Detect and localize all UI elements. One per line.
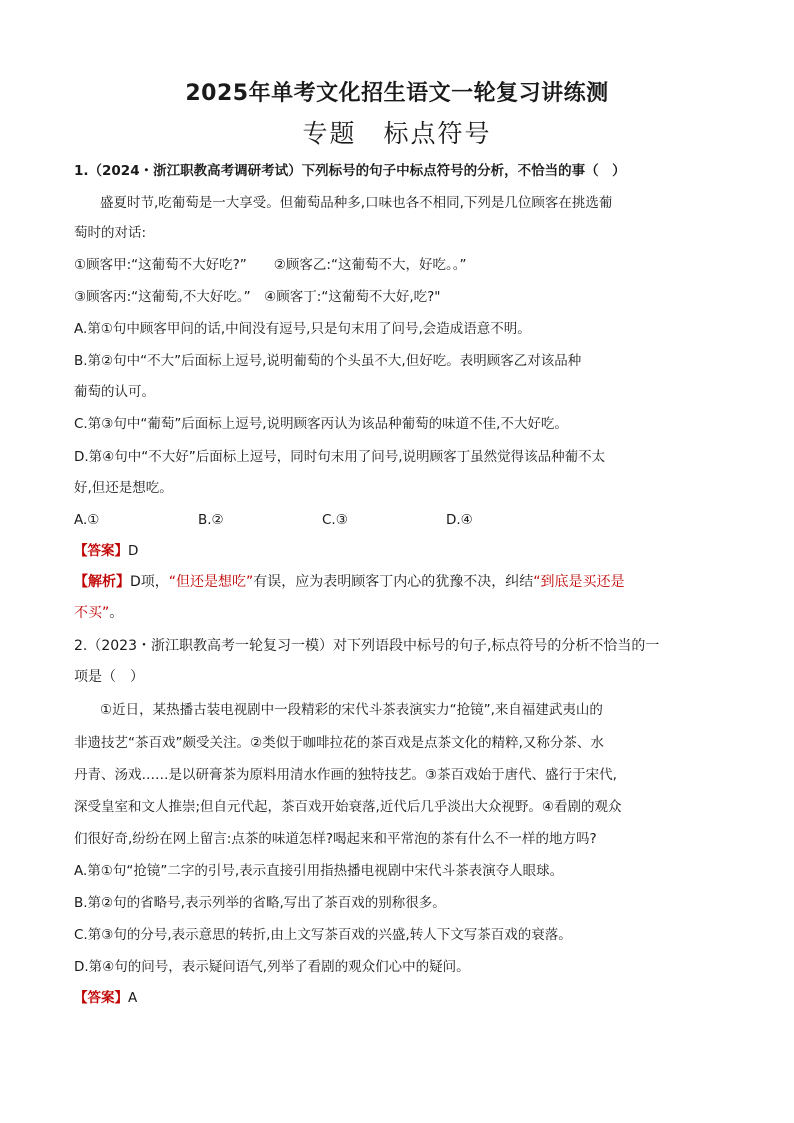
q2-option-c: C.第③句的分号,表示意思的转折,由上文写茶百戏的兴盛,转人下文写茶百戏的衰落。 [74,927,572,943]
q1-choice-a: A.① [74,512,100,528]
analysis-quote-1: “但还是想吃” [168,574,254,590]
q1-dialog-line1: ①顾客甲:“这葡萄不大好吃?” ②顾客乙:“这葡萄不大，好吃。。” [74,257,467,273]
q2-passage-line3: 丹青、汤戏……是以研膏茶为原料用清水作画的独特技艺。③茶百戏始于唐代、盛行于宋代, [74,767,617,783]
q2-passage-line5: 们很好奇,纷纷在网上留言:点茶的味道怎样?喝起来和平常泡的茶有什么不一样的地方吗? [74,831,597,847]
q1-choice-b: B.② [198,512,224,528]
q1-option-d-line1: D.第④句中“不大好”后面标上逗号，同时句末用了问号,说明顾客丁虽然觉得该品种葡不太 [74,449,606,465]
q1-option-a: A.第①句中顾客甲问的话,中间没有逗号,只是句末用了问号,会造成语意不明。 [74,321,531,337]
q2-option-a: A.第①句“抢镜”二字的引号,表示直接引用指热播电视剧中宋代斗茶表演夺人眼球。 [74,863,564,879]
page-title: 2025年单考文化招生语文一轮复习讲练测 [185,81,609,106]
q1-analysis-line2 [74,604,734,622]
answer-label: 【答案】 [74,990,128,1006]
q1-analysis-line1 [74,573,734,591]
q2-passage-line1: ①近日，某热播古装电视剧中一段精彩的宋代斗茶表演实力“抢镜”,来自福建武夷山的 [100,702,603,718]
q1-option-b-line2: 葡萄的认可。 [74,384,155,400]
q2-option-d: D.第④句的问号，表示疑问语气,列举了看剧的观众们心中的疑问。 [74,959,470,975]
q1-option-c: C.第③句中“葡萄”后面标上逗号,说明顾客丙认为该品种葡萄的味道不佳,不大好吃。 [74,416,568,432]
analysis-end: 。 [109,605,124,621]
q2-option-b: B.第②句的省略号,表示列举的省略,写出了茶百戏的别称很多。 [74,895,446,911]
q1-choice-d: D.④ [446,512,473,528]
q1-choices [74,511,734,529]
q2-passage-line4: 深受皇室和文人推崇;但自元代起，茶百戏开始衰落,近代后几乎淡出大众视野。④看剧的观众 [74,799,622,815]
q1-answer [74,542,734,560]
answer-value: D [128,543,139,559]
q2-passage-line2: 非遗技艺“茶百戏”颇受关注。②类似于咖啡拉花的茶百戏是点茶文化的精粹,又称分茶、水 [74,735,604,751]
analysis-quote-3: 不买” [74,605,110,621]
analysis-quote-2: “到底是买还是 [533,574,625,590]
q2-stem-line2: 项是（ ） [74,669,144,685]
q1-stem: 1.（2024・浙江职教高考调研考试）下列标号的句子中标点符号的分析，不恰当的事（ ） [74,163,626,179]
analysis-label: 【解析】 [74,574,130,590]
q2-answer [74,989,734,1007]
q1-passage-line1: 盛夏时节,吃葡萄是一大享受。但葡萄品种多,口味也各不相同,下列是几位顾客在挑选葡 [100,195,613,211]
q1-dialog-line2: ③顾客丙:“这葡萄,不大好吃。” ④顾客丁:“这葡萄不大好,吃?" [74,289,441,305]
analysis-middle: 有误，应为表明顾客丁内心的犹豫不决，纠结 [253,574,534,590]
answer-value: A [128,990,138,1006]
q2-stem-line1: 2.（2023・浙江职教高考一轮复习一模）对下列语段中标号的句子,标点符号的分析不恰当的一 [74,638,660,654]
analysis-prefix: D项， [130,574,169,590]
answer-label: 【答案】 [74,543,128,559]
q1-option-d-line2: 好,但还是想吃。 [74,480,173,496]
page-subtitle: 专题 标点符号 [302,119,492,148]
q1-passage-line2: 萄时的对话: [74,225,147,241]
q1-choice-c: C.③ [322,512,348,528]
q1-option-b-line1: B.第②句中“不大”后面标上逗号,说明葡萄的个头虽不大,但好吃。表明顾客乙对该品种 [74,353,582,369]
